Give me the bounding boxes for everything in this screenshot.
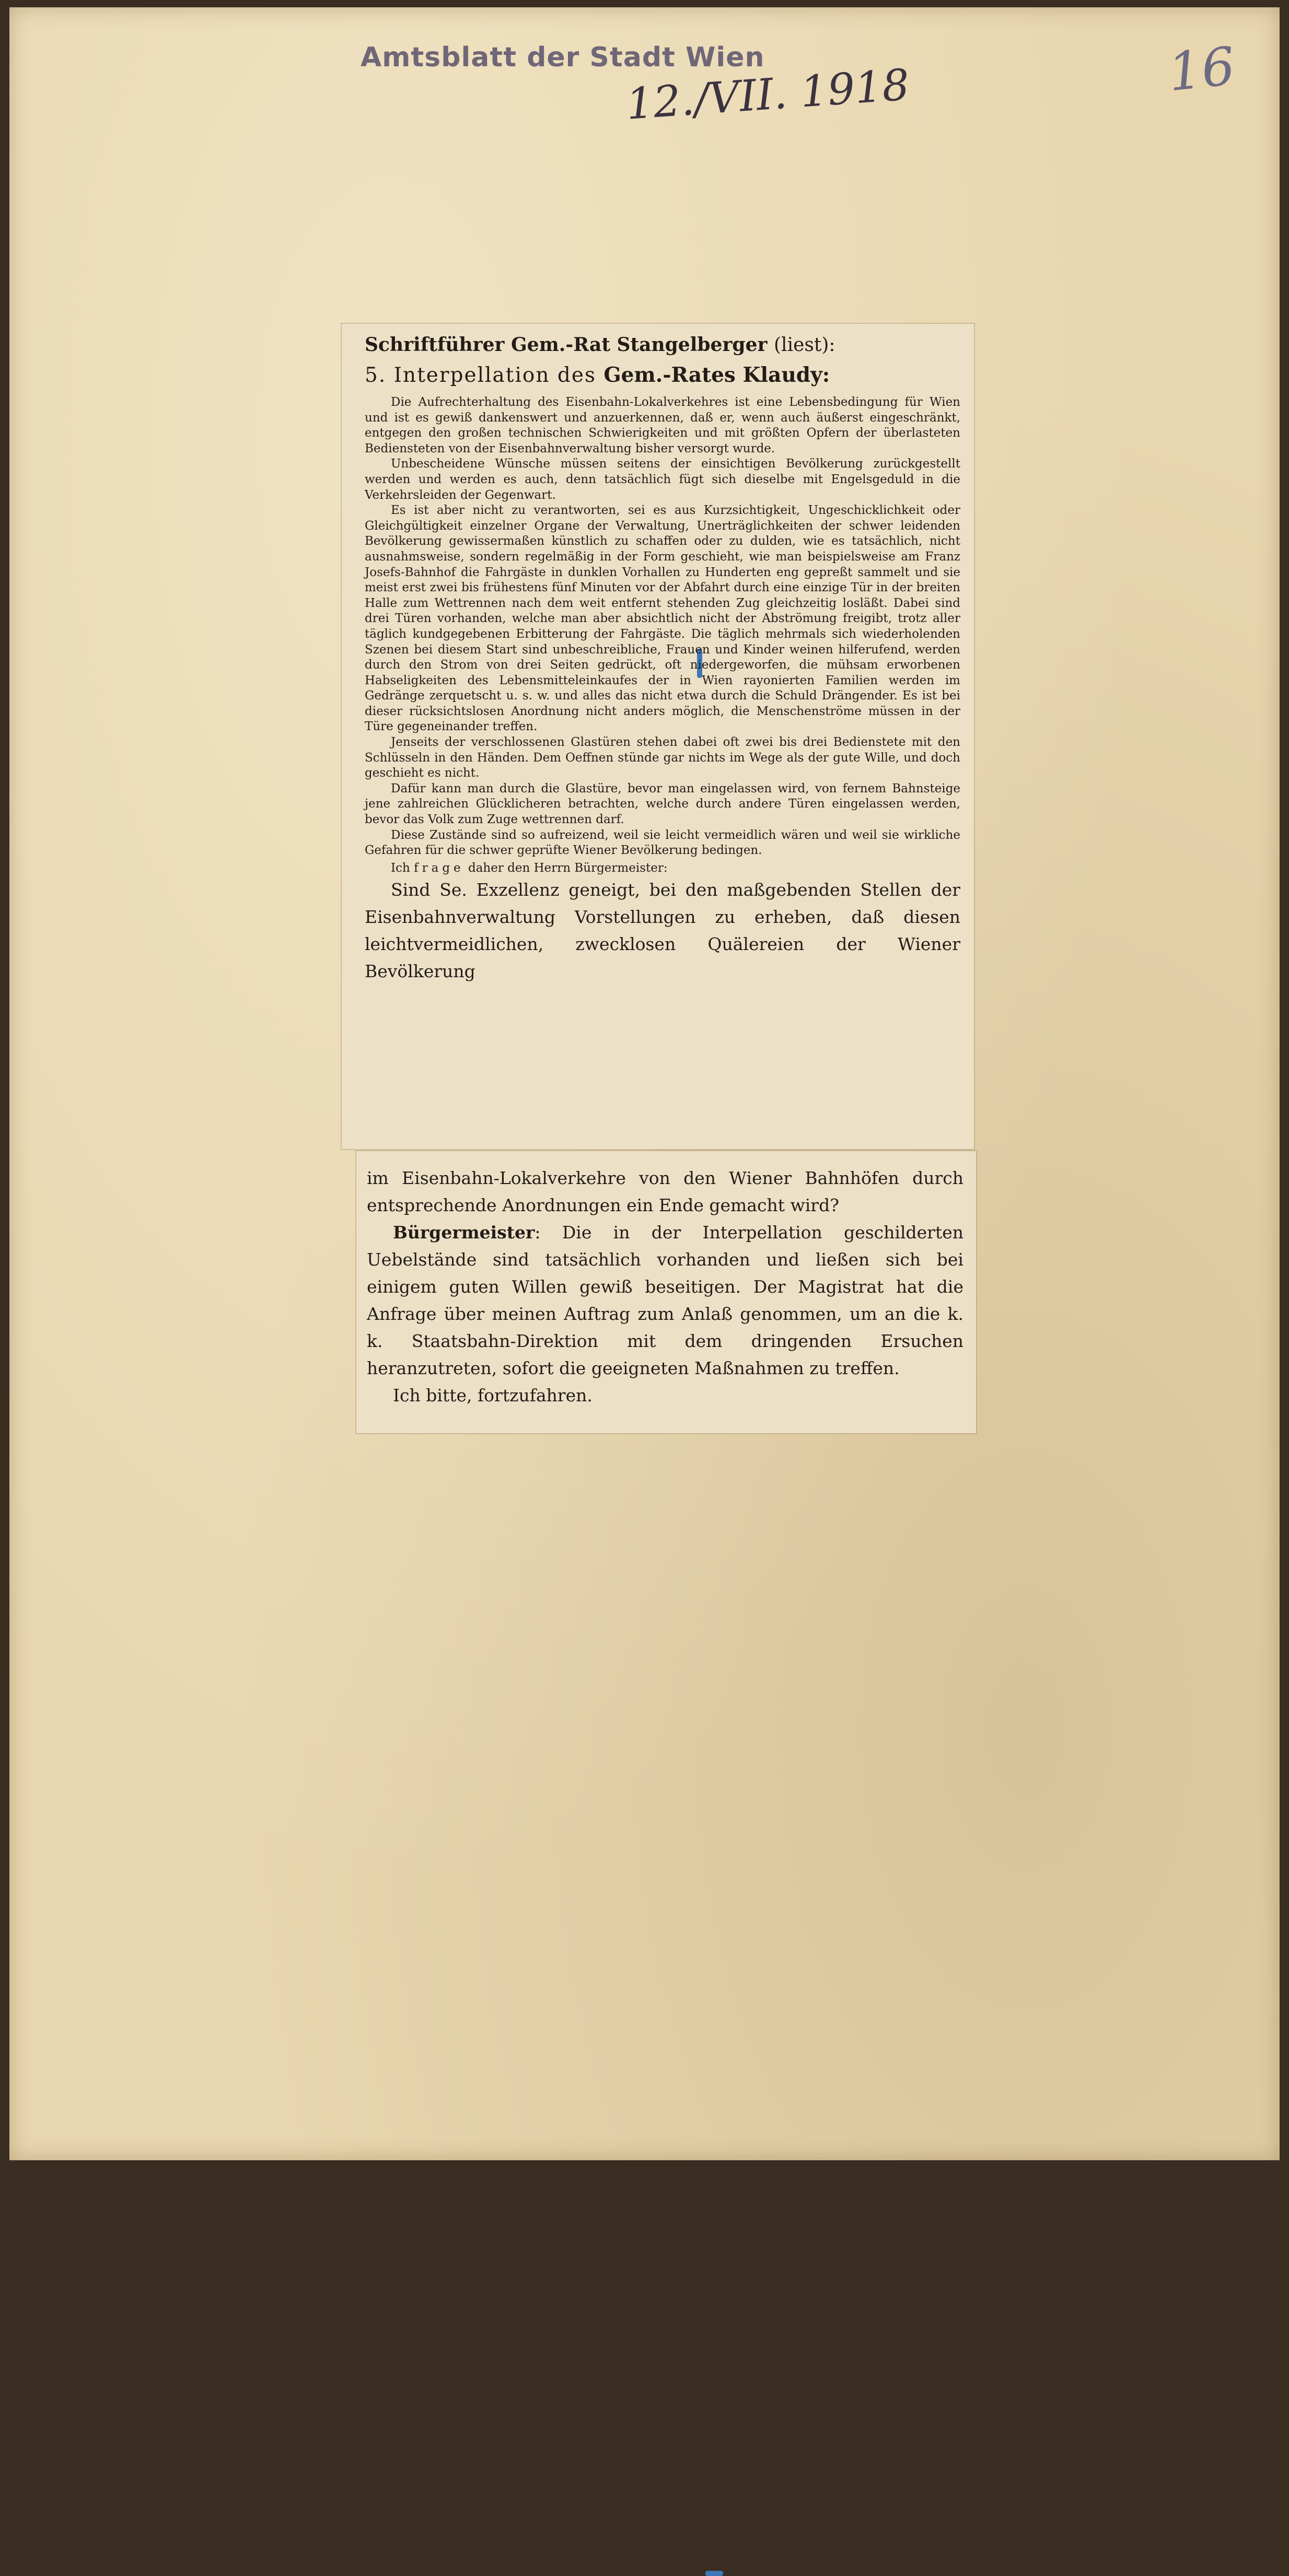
- blue-pencil-mark-icon: [705, 2571, 723, 2576]
- newspaper-clipping-top: [342, 324, 974, 1149]
- mayor-reply: [367, 1219, 963, 1382]
- paragraph: Jenseits der verschlossenen Glastüren stehen dabei oft zwei bis drei Bedienstete mit den Schlüsseln in den Händen. Dem Oeffnen stünde gar nichts im Wege als der gute Wille, und doch geschieht es nicht.: [365, 735, 960, 780]
- question-text-part1: Sind Se. Exzellenz geneigt, bei den maßgebenden Stellen der Eisenbahnverwaltung Vorstellungen zu erheben, daß diesen leichtvermeidlichen, zwecklosen Quälereien der Wiener Bevölkerung: [365, 879, 960, 981]
- item-name: Gem.-Rates Klaudy:: [603, 363, 830, 387]
- closing-line: Ich bitte, fortzufahren.: [393, 1385, 593, 1406]
- speaker-note: (liest):: [774, 334, 835, 356]
- newspaper-clipping-bottom: [356, 1151, 976, 1433]
- handwritten-date: 12./VII. 1918: [624, 60, 911, 130]
- interpellation-title: [365, 360, 960, 391]
- paragraph: Diese Zustände sind so aufreizend, weil sie leicht vermeidlich wären und weil sie wirkliche Gefahren für die schwer geprüfte Wiener Bevölkerung bedingen.: [365, 828, 960, 858]
- question-text-part2: im Eisenbahn-Lokalverkehre von den Wiener Bahnhöfen durch entsprechende Anordnungen ein Ende gemacht wird?: [367, 1168, 963, 1215]
- paragraph: Unbescheidene Wünsche müssen seitens der einsichtigen Bevölkerung zurückgestellt werden und werden es auch, denn tatsächlich fügt sich dieselbe mit Engelsgeduld in die Verkehrsleiden der Gegenwart.: [365, 457, 960, 502]
- archive-page: [9, 7, 1280, 2160]
- paragraph: Dafür kann man durch die Glastüre, bevor man eingelassen wird, von fernem Bahnsteige jene zahlreichen Glücklicheren betrachten, welche durch andere Türen eingelassen werden, bevor das Volk zum Zuge wettrennen darf.: [365, 781, 960, 827]
- item-prefix: 5. Interpellation des: [365, 364, 596, 387]
- paragraph: Die Aufrechterhaltung des Eisenbahn-Lokalverkehres ist eine Lebensbedingung für Wien und ist es gewiß dankenswert und anzuerkennen, daß er, wenn auch äußerst eingeschränkt, entgegen den großen technischen Schwierigkeiten und mit größten Opfern der überlasteten Bediensteten von der Eisenbahnverwaltung bisher versorgt wurde.: [365, 395, 960, 455]
- speaker-line: [365, 330, 960, 360]
- speaker-name: Schriftführer Gem.-Rat Stangelberger: [365, 334, 768, 356]
- reply-speaker: Bürgermeister: [393, 1222, 535, 1243]
- clipping-text-continued: [367, 1165, 963, 1409]
- paragraph: Es ist aber nicht zu verantworten, sei es aus Kurzsichtigkeit, Ungeschicklichkeit oder Gleichgültigkeit einzelner Organe der Verwaltung, Unerträglichkeiten der schwer leidenden Bevölkerung gewissermaßen künstlich zu schaffen oder zu dulden, wie es tatsächlich, nicht ausnahmsweise, sondern regelmäßig in der Form geschieht, wie man beispielsweise am Franz Josefs-Bahnhof die Fahrgäste in dunklen Vorhallen zu Hunderten eng gepreßt sammelt und sie meist erst zwei bis frühestens fünf Minuten vor der Abfahrt durch eine einzige Tür in der breiten Halle zum Wettrennen nach dem weit entfernt stehenden Zug gleichzeitig losläßt. Dabei sind drei Türen vorhanden, welche man aber absichtlich nicht der Abströmung freigibt, trotz aller täglich kundgegebenen Erbitterung der Fahrgäste. Die täglich mehrmals sich wiederholenden Szenen bei diesem Start sind unbeschreibliche, Frauen und Kinder weinen hilferufend, werden durch den Strom von drei Seiten gedrückt, oft niedergeworfen, die mühsam erworbenen Habseligkeiten des Lebensmitteleinkaufes der in Wien rayonierten Familien werden im Gedränge zerquetscht u. s. w. und alles das nicht etwa durch die Schuld Drängender. Es ist bei dieser rücksichtslosen Anordnung nicht anders möglich, die Menschenströme müssen in der Türe gegeneinander treffen.: [365, 504, 960, 734]
- reply-text: : Die in der Interpellation geschilderten Uebelstände sind tatsächlich vorhanden und ließen sich bei einigem guten Willen gewiß beseitigen. Der Magistrat hat die Anfrage über meinen Auftrag zum Anlaß genommen, um an die k. k. Staatsbahn-Direktion mit dem dringenden Ersuchen heranzutreten, sofort die geeigneten Maßnahmen zu treffen.: [367, 1222, 963, 1378]
- newspaper-stamp: Amtsblatt der Stadt Wien: [361, 42, 765, 73]
- folio-number: 16: [1165, 35, 1238, 103]
- clipping-text: [365, 330, 960, 985]
- question-intro: Ich frage daher den Herrn Bürgermeister:: [391, 861, 668, 875]
